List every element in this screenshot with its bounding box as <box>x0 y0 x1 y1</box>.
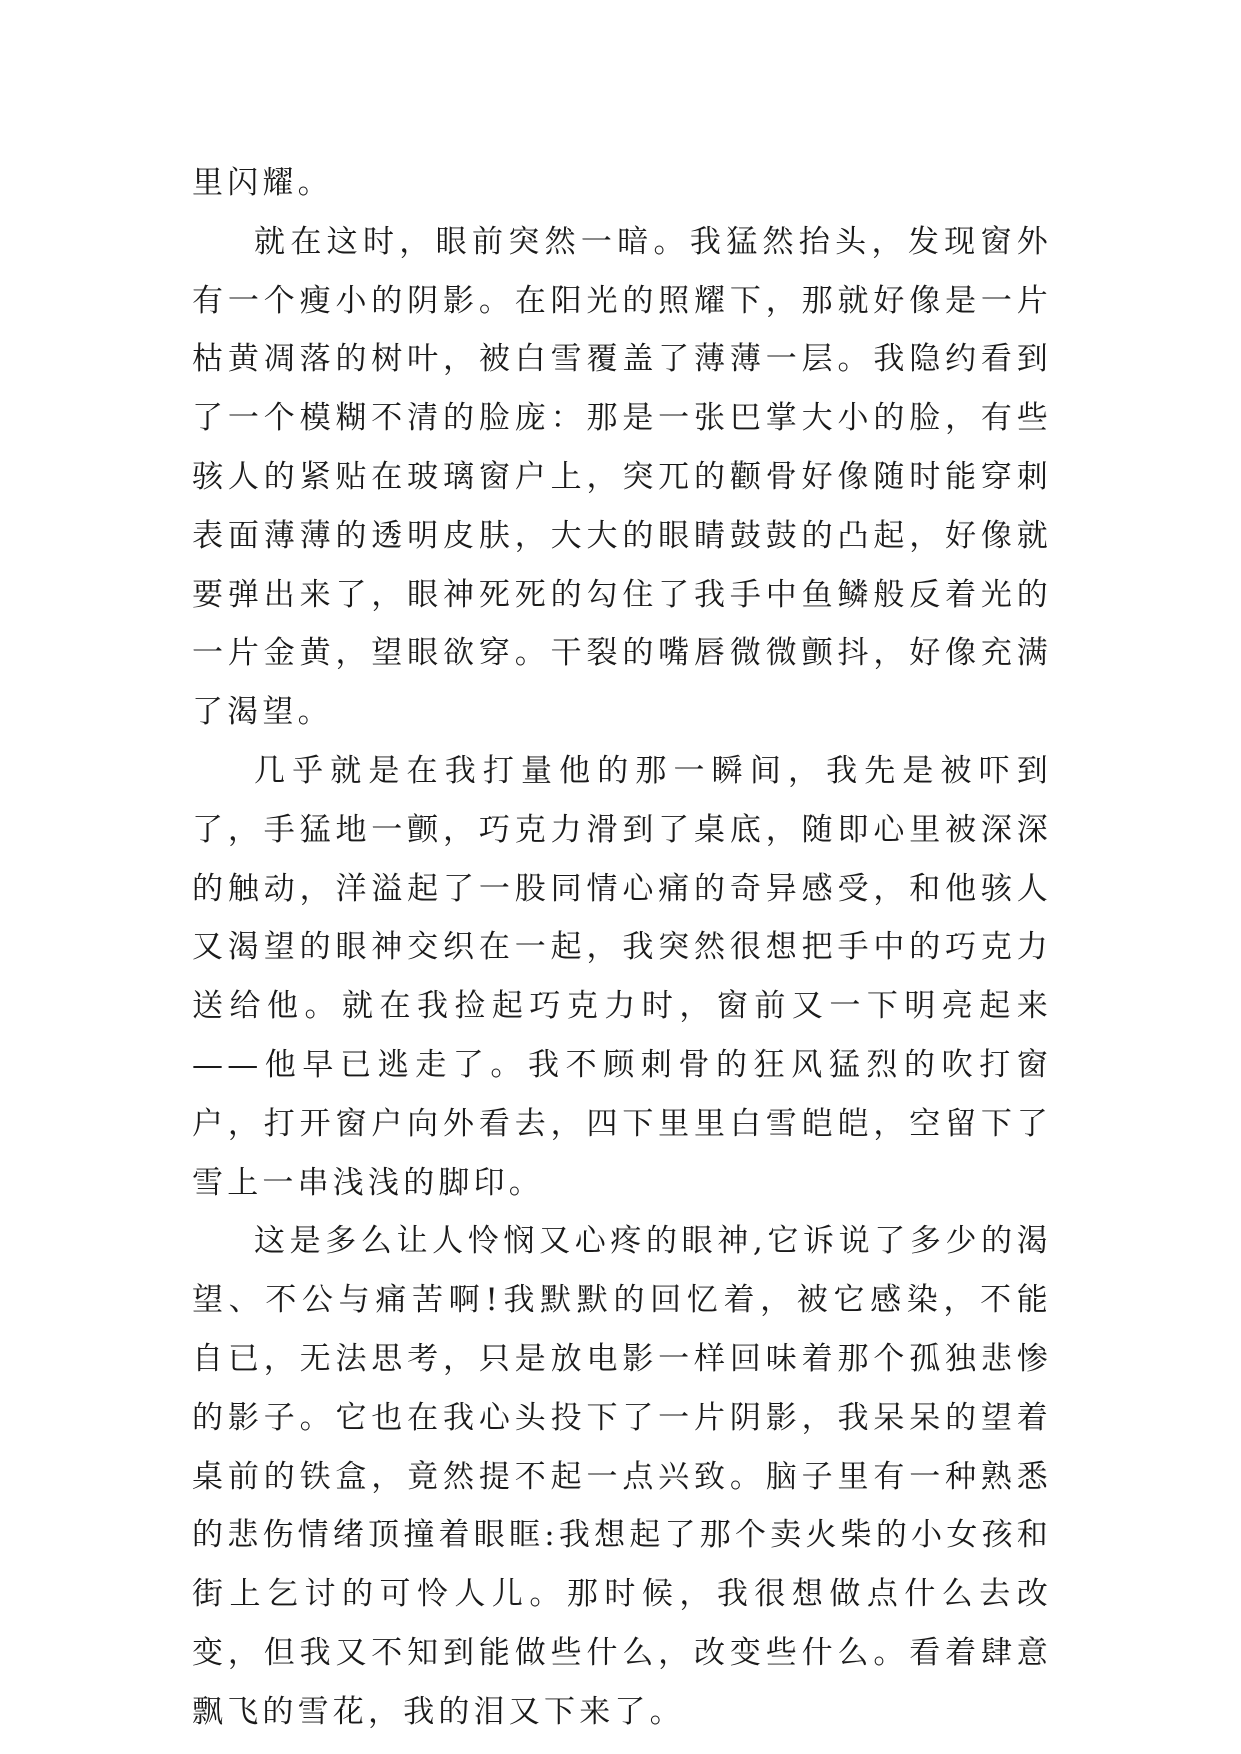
paragraph-2: 就在这时，眼前突然一暗。我猛然抬头，发现窗外有一个瘦小的阴影。在阳光的照耀下，那就好像是一片枯黄凋落的树叶，被白雪覆盖了薄薄一层。我隐约看到了一个模糊不清的脸庞：那是一张巴掌大小的脸，有些骇人的紧贴在玻璃窗户上，突兀的颧骨好像随时能穿刺表面薄薄的透明皮肤，大大的眼睛鼓鼓的凸起，好像就要弹出来了，眼神死死的勾住了我手中鱼鳞般反着光的一片金黄，望眼欲穿。干裂的嘴唇微微颤抖，好像充满了渴望。 <box>192 223 1052 731</box>
body-text <box>192 154 1052 1742</box>
paragraph-3: 几乎就是在我打量他的那一瞬间，我先是被吓到了，手猛地一颤，巧克力滑到了桌底，随即心里被深深的触动，洋溢起了一股同情心痛的奇异感受，和他骇人又渴望的眼神交织在一起，我突然很想把手中的巧克力送给他。就在我捡起巧克力时，窗前又一下明亮起来——他早已逃走了。我不顾刺骨的狂风猛烈的吹打窗户，打开窗户向外看去，四下里里白雪皑皑，空留下了雪上一串浅浅的脚印。 <box>192 752 1052 1201</box>
paragraph-4: 这是多么让人怜悯又心疼的眼神,它诉说了多少的渴望、不公与痛苦啊!我默默的回忆着，被它感染，不能自已，无法思考，只是放电影一样回味着那个孤独悲惨的影子。它也在我心头投下了一片阴影，我呆呆的望着桌前的铁盒，竟然提不起一点兴致。脑子里有一种熟悉的悲伤情绪顶撞着眼眶:我想起了那个卖火柴的小女孩和街上乞讨的可怜人儿。那时候，我很想做点什么去改变，但我又不知到能做些什么，改变些什么。看着肆意飘飞的雪花，我的泪又下来了。 <box>192 1223 1052 1730</box>
paragraph-1: 里闪耀。 <box>192 165 333 201</box>
